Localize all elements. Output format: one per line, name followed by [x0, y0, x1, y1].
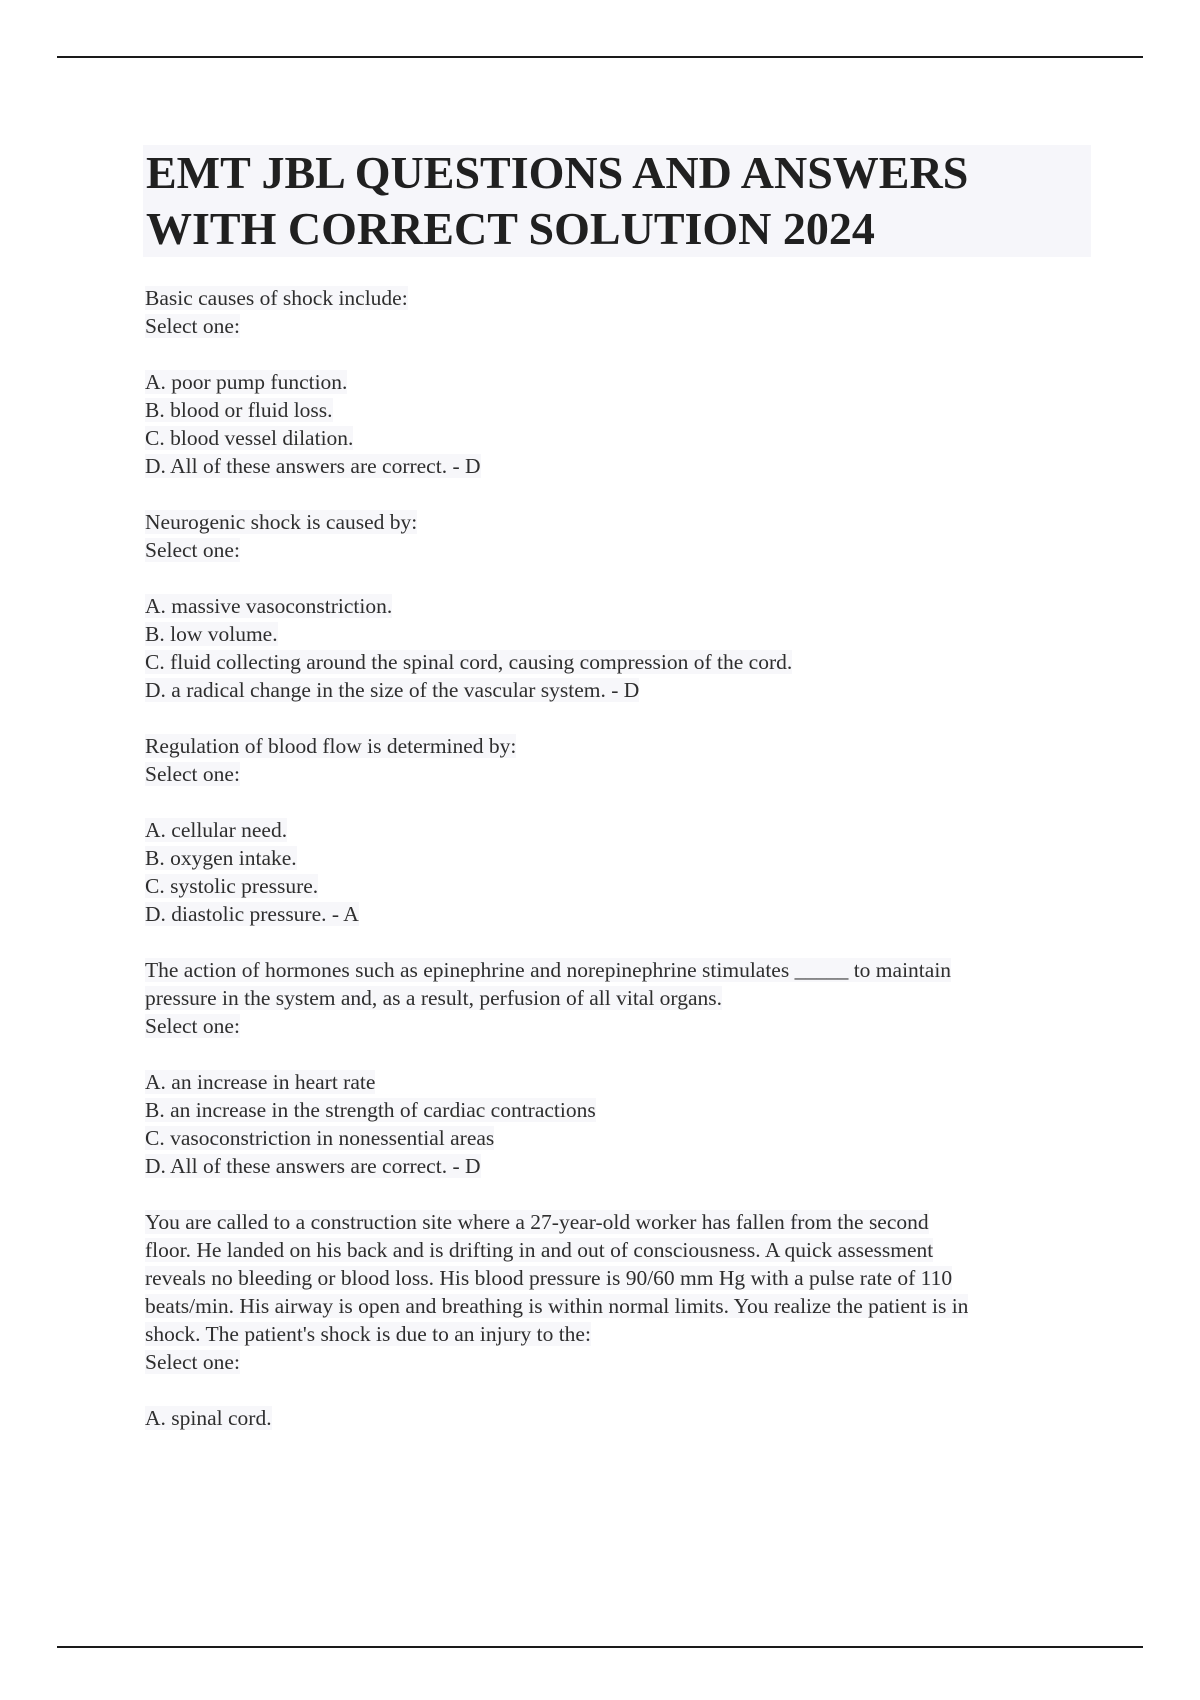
question-5 — [145, 1208, 1085, 1432]
select-one-label: Select one: — [145, 538, 240, 562]
answer-option-a: A. cellular need. — [145, 818, 288, 842]
answer-option-d: D. diastolic pressure. - A — [145, 902, 359, 926]
question-prompt-line-1: The action of hormones such as epinephrine and norepinephrine stimulates _____ to maintain — [145, 958, 952, 982]
answer-option-c: C. blood vessel dilation. — [145, 426, 354, 450]
question-4 — [145, 956, 1085, 1180]
title-line-1: EMT JBL QUESTIONS AND ANSWERS — [146, 147, 969, 198]
answer-option-c: C. vasoconstriction in nonessential areas — [145, 1126, 495, 1150]
answer-option-a: A. an increase in heart rate — [145, 1070, 376, 1094]
question-3 — [145, 732, 1085, 928]
question-list — [145, 284, 1085, 1460]
question-prompt-line-1: You are called to a construction site where a 27-year-old worker has fallen from the second — [145, 1210, 929, 1234]
question-prompt-line-4: beats/min. His airway is open and breathing is within normal limits. You realize the patient is in — [145, 1294, 969, 1318]
title-line-2: WITH CORRECT SOLUTION 2024 — [146, 203, 875, 254]
question-prompt-line-2: pressure in the system and, as a result, perfusion of all vital organs. — [145, 986, 722, 1010]
answer-option-b: B. oxygen intake. — [145, 846, 297, 870]
answer-option-b: B. an increase in the strength of cardiac contractions — [145, 1098, 596, 1122]
select-one-label: Select one: — [145, 314, 240, 338]
select-one-label: Select one: — [145, 1014, 240, 1038]
answer-option-a: A. massive vasoconstriction. — [145, 594, 393, 618]
question-prompt-line-2: floor. He landed on his back and is drifting in and out of consciousness. A quick assessment — [145, 1238, 934, 1262]
answer-option-c: C. systolic pressure. — [145, 874, 319, 898]
answer-option-d: D. All of these answers are correct. - D — [145, 454, 481, 478]
answer-option-c: C. fluid collecting around the spinal cord, causing compression of the cord. — [145, 650, 793, 674]
answer-option-d: D. All of these answers are correct. - D — [145, 1154, 481, 1178]
question-2 — [145, 508, 1085, 704]
question-prompt: Neurogenic shock is caused by: — [145, 510, 418, 534]
question-prompt: Regulation of blood flow is determined by: — [145, 734, 517, 758]
top-rule — [57, 56, 1143, 58]
question-prompt-line-5: shock. The patient's shock is due to an injury to the: — [145, 1322, 591, 1346]
answer-option-a: A. poor pump function. — [145, 370, 348, 394]
answer-option-a: A. spinal cord. — [145, 1406, 272, 1430]
answer-option-b: B. low volume. — [145, 622, 278, 646]
answer-option-b: B. blood or fluid loss. — [145, 398, 333, 422]
answer-option-d: D. a radical change in the size of the vascular system. - D — [145, 678, 640, 702]
bottom-rule — [57, 1646, 1143, 1648]
question-1 — [145, 284, 1085, 480]
question-prompt-line-3: reveals no bleeding or blood loss. His blood pressure is 90/60 mm Hg with a pulse rate of 110 — [145, 1266, 953, 1290]
select-one-label: Select one: — [145, 762, 240, 786]
select-one-label: Select one: — [145, 1350, 240, 1374]
question-prompt: Basic causes of shock include: — [145, 286, 408, 310]
document-title — [143, 145, 1091, 257]
